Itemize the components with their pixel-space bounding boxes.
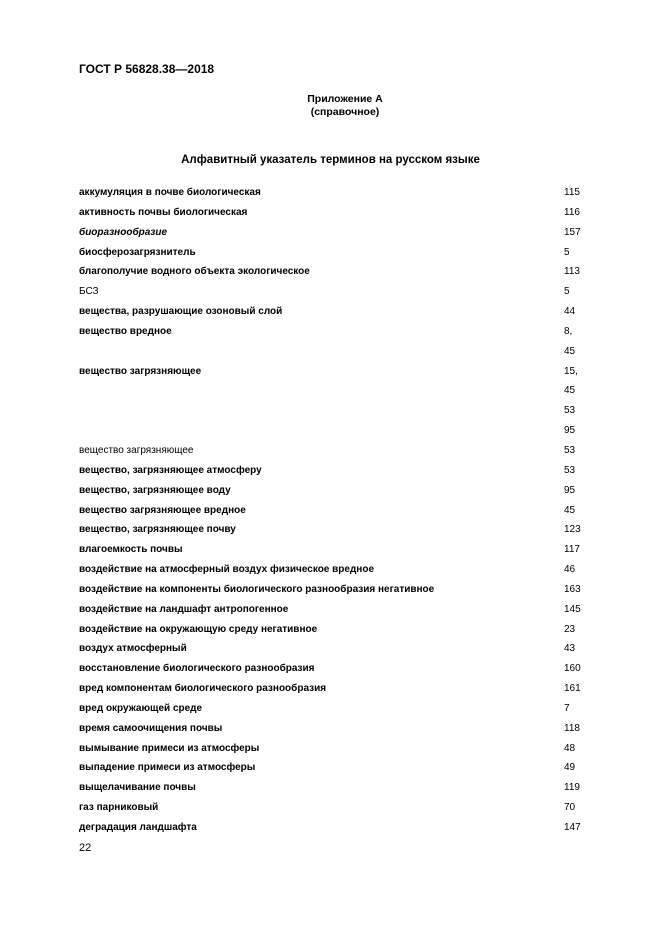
index-reference-number: 95 <box>564 425 576 437</box>
index-entry <box>79 739 589 759</box>
index-term: влагоемкость почвы <box>79 544 183 556</box>
index-reference-number: 45 <box>564 385 576 397</box>
index-term: газ парниковый <box>79 802 159 814</box>
index-reference-number: 119 <box>564 782 580 794</box>
index-term: воздействие на ландшафт антропогенное <box>79 603 289 615</box>
term-index-list <box>79 183 589 838</box>
index-term: вещество вредное <box>79 325 172 337</box>
index-term: воздействие на компоненты биологического разнообразия негативное <box>79 583 435 595</box>
index-term: вещество загрязняющее <box>79 444 194 456</box>
index-reference-number: 160 <box>564 663 581 675</box>
index-reference-number: 113 <box>564 266 580 278</box>
index-entry <box>79 659 589 679</box>
index-reference-number: 44 <box>564 306 576 318</box>
index-reference-number: 46 <box>564 564 576 576</box>
index-reference-number: 161 <box>564 683 581 695</box>
index-term: вред окружающей среде <box>79 702 203 714</box>
index-term: воздействие на окружающую среду негативное <box>79 623 318 635</box>
index-term: вещество, загрязняющее атмосферу <box>79 464 262 476</box>
index-reference-number: 5 <box>564 246 570 258</box>
index-reference-number: 147 <box>564 822 581 833</box>
index-term: воздух атмосферный <box>79 643 187 655</box>
index-entry <box>79 560 589 580</box>
index-entry <box>79 520 589 540</box>
index-term: выпадение примеси из атмосферы <box>79 762 256 774</box>
index-entry <box>79 540 589 560</box>
index-entry <box>79 719 589 739</box>
index-term: благополучие водного объекта экологическое <box>79 266 310 278</box>
annex-label: Приложение А <box>307 93 383 105</box>
index-reference-number: 145 <box>564 603 581 615</box>
index-term: БСЗ <box>79 286 99 298</box>
index-reference-number: 118 <box>564 722 580 734</box>
document-id: ГОСТ Р 56828.38—2018 <box>79 62 215 76</box>
index-entry <box>79 302 589 322</box>
index-entry <box>79 600 589 620</box>
index-reference-number: 117 <box>564 544 580 556</box>
index-entry <box>79 243 589 263</box>
index-entry <box>79 223 589 243</box>
index-title: Алфавитный указатель терминов на русском языке <box>181 154 480 166</box>
index-entry <box>79 461 589 481</box>
index-entry <box>79 699 589 719</box>
index-entry <box>79 282 589 302</box>
annex-heading <box>0 93 661 119</box>
index-entry <box>79 501 589 521</box>
index-reference-number: 123 <box>564 524 581 536</box>
index-term: выщелачивание почвы <box>79 782 196 794</box>
index-reference-number: 116 <box>564 206 580 218</box>
index-term: вещество, загрязняющее почву <box>79 524 236 536</box>
index-term: воздействие на атмосферный воздух физическое вредное <box>79 564 375 576</box>
index-reference-number: 53 <box>564 444 576 456</box>
index-entry <box>79 798 589 818</box>
index-reference-number: 157 <box>564 226 581 238</box>
index-reference-number: 5 <box>564 286 570 298</box>
index-entry <box>79 679 589 699</box>
index-reference-number: 45 <box>564 345 576 357</box>
index-entry <box>79 262 589 282</box>
index-term: восстановление биологического разнообразия <box>79 663 315 675</box>
index-reference-number: 53 <box>564 464 576 476</box>
index-entry <box>79 778 589 798</box>
page-number: 22 <box>79 842 92 854</box>
index-entry <box>79 203 589 223</box>
index-entry <box>79 362 589 382</box>
index-entry <box>79 758 589 778</box>
index-reference-number: 15, <box>564 365 578 377</box>
index-entry <box>79 381 589 401</box>
index-entry <box>79 401 589 421</box>
index-reference-number: 23 <box>564 623 576 635</box>
index-entry <box>79 342 589 362</box>
index-reference-number: 48 <box>564 742 576 754</box>
index-reference-number: 7 <box>564 702 570 714</box>
index-term: активность почвы биологическая <box>79 206 248 218</box>
index-term: вещества, разрушающие озоновый слой <box>79 306 283 318</box>
index-reference-number: 115 <box>564 187 580 198</box>
index-entry <box>79 818 589 838</box>
index-reference-number: 95 <box>564 484 576 496</box>
index-term: вещество загрязняющее <box>79 365 202 377</box>
index-term: биосферозагрязнитель <box>79 246 196 258</box>
index-entry <box>79 639 589 659</box>
index-reference-number: 49 <box>564 762 576 774</box>
index-entry <box>79 580 589 600</box>
index-reference-number: 43 <box>564 643 576 655</box>
index-entry <box>79 481 589 501</box>
index-entry <box>79 620 589 640</box>
index-reference-number: 45 <box>564 504 576 516</box>
index-term: деградация ландшафта <box>79 822 197 833</box>
index-term: время самоочищения почвы <box>79 722 223 734</box>
index-term: вымывание примеси из атмосферы <box>79 742 260 754</box>
index-reference-number: 8, <box>564 325 573 337</box>
index-reference-number: 163 <box>564 583 581 595</box>
index-term: биоразнообразие <box>79 226 168 238</box>
annex-type: (справочное) <box>310 106 380 118</box>
index-entry <box>79 421 589 441</box>
index-reference-number: 53 <box>564 405 576 417</box>
index-reference-number: 70 <box>564 802 576 814</box>
index-term: аккумуляция в почве биологическая <box>79 187 261 198</box>
index-term: вещество загрязняющее вредное <box>79 504 246 516</box>
index-entry <box>79 183 589 203</box>
index-entry <box>79 322 589 342</box>
index-entry <box>79 441 589 461</box>
index-term: вред компонентам биологического разнообразия <box>79 683 327 695</box>
index-term: вещество, загрязняющее воду <box>79 484 231 496</box>
